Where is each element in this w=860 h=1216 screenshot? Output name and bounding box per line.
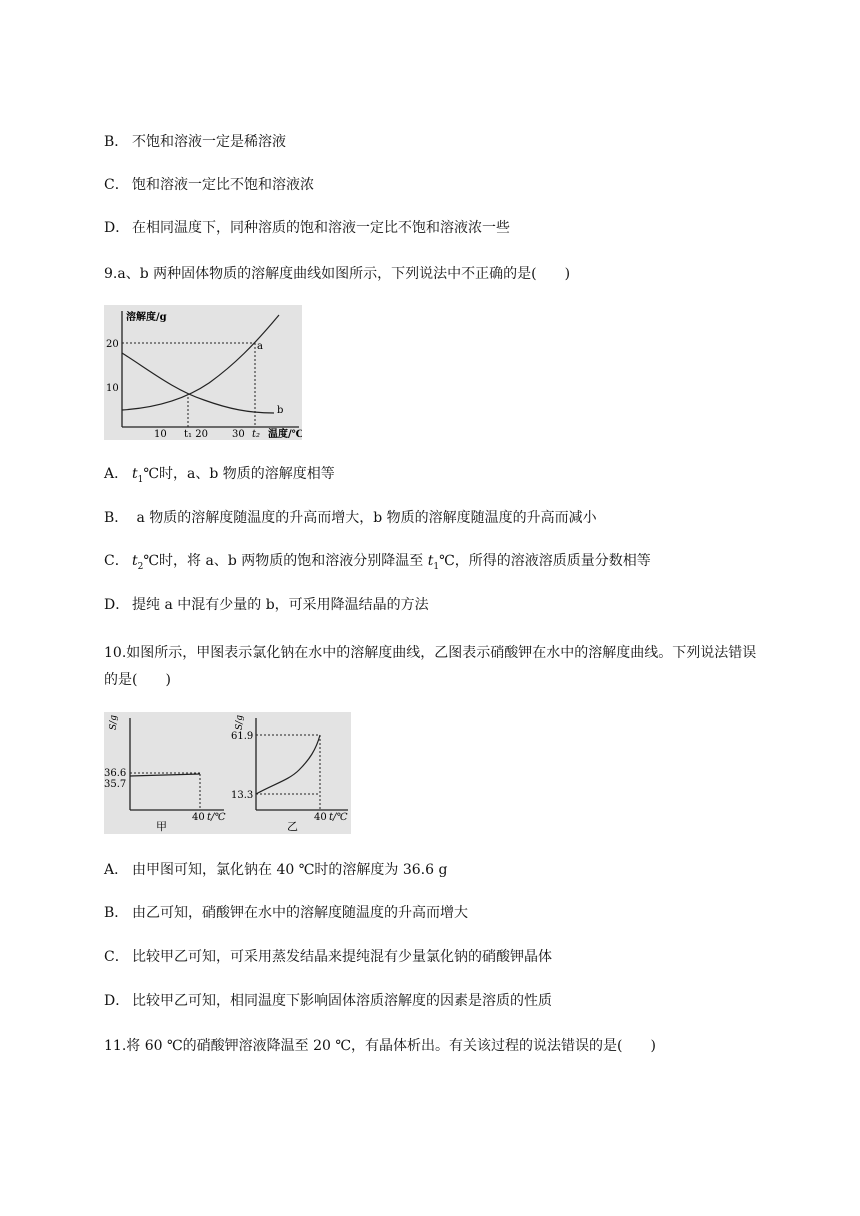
q9-option-d: D． 提纯 a 中混有少量的 b，可采用降温结晶的方法: [104, 597, 429, 613]
q9-xlabel: 温度/℃: [268, 429, 302, 440]
q11-stem: 11.将 60 ℃的硝酸钾溶液降温至 20 ℃，有晶体析出。有关该过程的说法错误的是( ): [104, 1038, 656, 1054]
q10-yi-ytick-13.3: 13.3: [231, 790, 254, 801]
q10-jia-ylabel: S/g: [109, 715, 119, 730]
q10-jia-xtick-40: 40: [192, 812, 205, 823]
q10-yi-curve: [256, 735, 320, 794]
q10-solubility-charts: [104, 712, 351, 834]
q10-yi-ytick-61.9: 61.9: [231, 731, 254, 742]
q9-xtick-30: 30: [232, 429, 245, 440]
q9-xtick-t2: t₂: [252, 429, 261, 440]
q10-yi-name: 乙: [287, 820, 298, 833]
q10-jia-ytick-36.6: 36.6: [104, 768, 127, 779]
q10-stem: 10.如图所示，甲图表示氯化钠在水中的溶解度曲线，乙图表示硝酸钾在水中的溶解度曲线。下列说法错误的是( ): [104, 645, 757, 688]
q10-yi-xlabel: t/℃: [329, 812, 348, 823]
q9-option-a: A． $t_1℃$时，a、b 物质的溶解度相等: [104, 466, 335, 485]
q8-option-b: B． 不饱和溶液一定是稀溶液: [104, 134, 286, 150]
q10-option-d: D． 比较甲乙可知，相同温度下影响固体溶质溶解度的因素是溶质的性质: [104, 993, 552, 1009]
q10-yi-xtick-40: 40: [314, 812, 327, 823]
q9-xtick-t1-20: t₁ 20: [184, 429, 208, 440]
q9-ytick-20: 20: [106, 339, 119, 350]
q10-jia-xlabel: t/℃: [207, 812, 226, 823]
q10-yi-ylabel: S/g: [235, 715, 245, 730]
q10-figure: [104, 712, 351, 834]
q9-option-b: B． a 物质的溶解度随温度的升高而增大，b 物质的溶解度随温度的升高而减小: [104, 510, 597, 526]
q10-jia-curve: [130, 774, 200, 776]
q9-ylabel: 溶解度/g: [126, 312, 167, 323]
q10-jia-ytick-35.7: 35.7: [104, 779, 127, 790]
q9-solubility-chart: [104, 305, 302, 440]
q8-option-d: D． 在相同温度下，同种溶质的饱和溶液一定比不饱和溶液浓一些: [104, 220, 510, 236]
q9-figure: [104, 305, 302, 440]
q10-option-a: A． 由甲图可知，氯化钠在 40 ℃时的溶解度为 36.6 g: [104, 862, 448, 878]
q9-stem: 9.a、b 两种固体物质的溶解度曲线如图所示，下列说法中不正确的是( ): [104, 266, 571, 282]
q10-option-b: B． 由乙可知，硝酸钾在水中的溶解度随温度的升高而增大: [104, 905, 468, 921]
q9-series-a-label: a: [257, 341, 263, 352]
q9-curve-b: [122, 353, 274, 413]
q9-option-c: C． $t_2℃$时，将 a、b 两物质的饱和溶液分别降温至 $t_1℃$，所得的溶液溶质质量分数相等: [104, 553, 651, 572]
q10-jia-name: 甲: [156, 820, 167, 833]
q9-xtick-10: 10: [154, 429, 167, 440]
q8-option-c: C． 饱和溶液一定比不饱和溶液浓: [104, 177, 314, 193]
q9-series-b-label: b: [277, 405, 284, 416]
q10-option-c: C． 比较甲乙可知，可采用蒸发结晶来提纯混有少量氯化钠的硝酸钾晶体: [104, 949, 552, 965]
q9-ytick-10: 10: [106, 383, 119, 394]
